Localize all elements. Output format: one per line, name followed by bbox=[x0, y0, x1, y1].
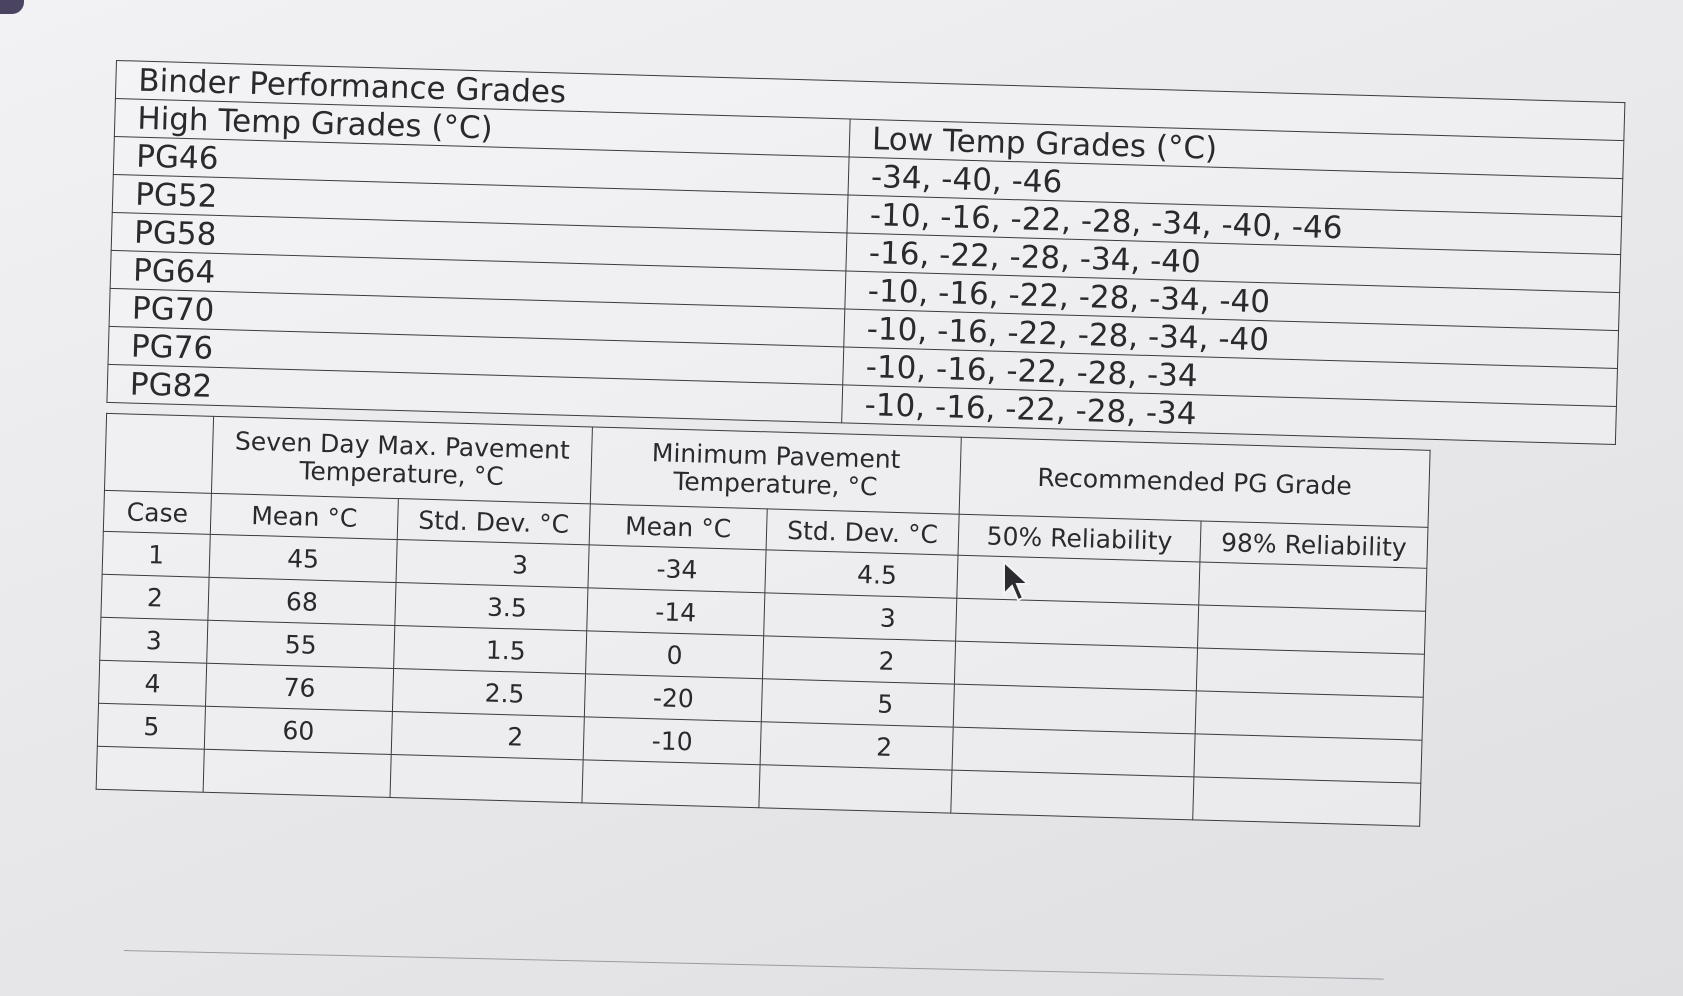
min-mean-header: Mean °C bbox=[589, 504, 767, 550]
max-std-cell: 2.5 bbox=[392, 668, 585, 716]
page-rule-line bbox=[124, 950, 1384, 980]
low-grades-cell: -16, -22, -28, -34, -40 bbox=[846, 233, 1621, 293]
min-std-cell: 5 bbox=[761, 679, 954, 727]
empty-cell bbox=[759, 765, 952, 813]
max-std-cell: 3 bbox=[396, 540, 589, 588]
empty-cell bbox=[96, 746, 204, 792]
max-mean-cell: 68 bbox=[208, 577, 396, 625]
min-std-cell: 2 bbox=[762, 636, 955, 684]
grade-cell: PG76 bbox=[108, 326, 844, 385]
recommended-grade-header: Recommended PG Grade bbox=[959, 437, 1430, 527]
reliability-98-cell bbox=[1195, 691, 1423, 740]
grade-cell: PG70 bbox=[109, 288, 845, 347]
reliability-50-cell bbox=[952, 727, 1195, 777]
reliability-98-cell bbox=[1196, 648, 1424, 697]
grade-cell: PG82 bbox=[107, 364, 843, 423]
max-mean-cell: 55 bbox=[207, 620, 395, 668]
max-temp-group-header: Seven Day Max. Pavement Temperature, °C bbox=[211, 416, 592, 504]
reliability-98-cell bbox=[1199, 562, 1427, 611]
document-sheet bbox=[96, 60, 1626, 832]
min-mean-cell: -34 bbox=[588, 545, 766, 593]
low-temp-header: Low Temp Grades (°C) bbox=[849, 119, 1624, 179]
case-header-blank bbox=[104, 413, 213, 493]
corner-ui-fragment bbox=[0, 0, 24, 14]
case-table bbox=[96, 413, 1431, 827]
min-std-cell: 4.5 bbox=[765, 550, 958, 598]
empty-cell bbox=[390, 754, 583, 802]
reliability-50-cell bbox=[954, 641, 1197, 691]
max-std-header: Std. Dev. °C bbox=[397, 499, 590, 545]
high-temp-header: High Temp Grades (°C) bbox=[114, 98, 850, 157]
min-mean-cell: -10 bbox=[583, 717, 761, 765]
case-cell: 3 bbox=[100, 617, 208, 663]
reliability-50-cell bbox=[957, 555, 1200, 605]
low-grades-cell: -10, -16, -22, -28, -34, -40 bbox=[845, 271, 1620, 331]
reliability-98-cell bbox=[1194, 734, 1422, 783]
max-mean-cell: 60 bbox=[204, 706, 392, 754]
min-std-cell: 2 bbox=[760, 722, 953, 770]
max-std-cell: 3.5 bbox=[395, 583, 588, 631]
empty-cell bbox=[1193, 777, 1421, 826]
binder-table-title: Binder Performance Grades bbox=[115, 61, 1624, 141]
max-mean-cell: 45 bbox=[209, 534, 397, 582]
case-cell: 1 bbox=[102, 531, 210, 577]
min-mean-cell: -20 bbox=[584, 674, 762, 722]
reliability-98-cell bbox=[1198, 605, 1426, 654]
max-std-cell: 2 bbox=[391, 711, 584, 759]
reliability-98-header: 98% Reliability bbox=[1200, 521, 1428, 568]
grade-cell: PG46 bbox=[113, 136, 849, 195]
low-grades-cell: -10, -16, -22, -28, -34, -40, -46 bbox=[847, 195, 1622, 255]
min-mean-cell: 0 bbox=[586, 631, 764, 679]
max-mean-cell: 76 bbox=[205, 663, 393, 711]
grade-cell: PG52 bbox=[112, 174, 848, 233]
low-grades-cell: -10, -16, -22, -28, -34 bbox=[843, 347, 1618, 407]
empty-cell bbox=[951, 770, 1194, 820]
low-grades-cell: -10, -16, -22, -28, -34 bbox=[842, 385, 1617, 445]
case-cell: 5 bbox=[97, 703, 205, 749]
grade-cell: PG58 bbox=[111, 212, 847, 271]
grade-cell: PG64 bbox=[110, 250, 846, 309]
reliability-50-header: 50% Reliability bbox=[958, 514, 1201, 562]
min-std-header: Std. Dev. °C bbox=[766, 509, 959, 555]
case-column-header: Case bbox=[103, 490, 211, 534]
max-mean-header: Mean °C bbox=[210, 493, 398, 539]
min-std-cell: 3 bbox=[764, 593, 957, 641]
min-mean-cell: -14 bbox=[587, 588, 765, 636]
min-temp-group-header: Minimum Pavement Temperature, °C bbox=[590, 427, 961, 514]
empty-cell bbox=[203, 749, 391, 797]
reliability-50-cell bbox=[956, 598, 1199, 648]
max-std-cell: 1.5 bbox=[394, 626, 587, 674]
low-grades-cell: -10, -16, -22, -28, -34, -40 bbox=[844, 309, 1619, 369]
case-cell: 4 bbox=[99, 660, 207, 706]
empty-cell bbox=[582, 760, 760, 808]
case-cell: 2 bbox=[101, 574, 209, 620]
binder-grades-table bbox=[106, 60, 1625, 445]
reliability-50-cell bbox=[953, 684, 1196, 734]
low-grades-cell: -34, -40, -46 bbox=[848, 157, 1623, 217]
